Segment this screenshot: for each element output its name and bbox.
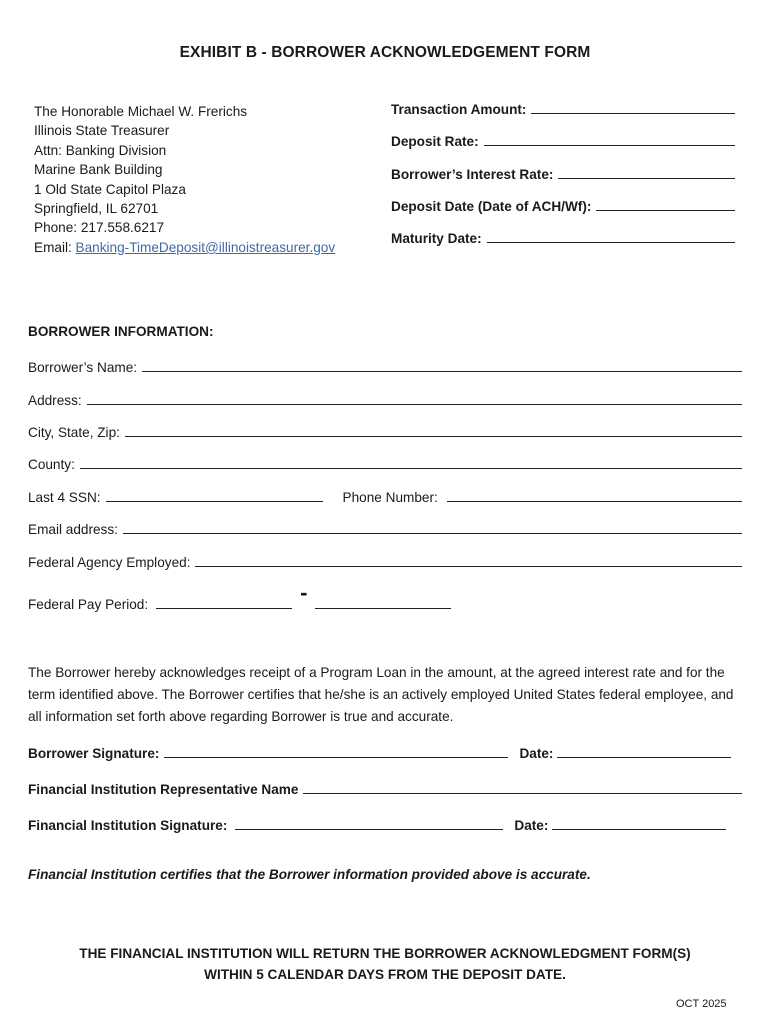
ssn-line[interactable] [106, 501, 323, 502]
borrower-address-field[interactable] [28, 393, 742, 408]
federal-agency-line[interactable] [195, 566, 742, 567]
federal-agency-field[interactable] [28, 555, 742, 570]
transaction-amount-line[interactable] [531, 113, 735, 114]
fi-rep-name-line[interactable] [303, 793, 742, 794]
address-line: Illinois State Treasurer [34, 123, 170, 139]
transaction-amount-field[interactable] [391, 102, 735, 117]
borrower-date-label: Date: [519, 746, 554, 761]
fi-signature-label: Financial Institution Signature: [28, 818, 228, 833]
acknowledgement-text: The Borrower hereby acknowledges receipt of a Program Loan in the amount, at the agreed interest rate and for the term identified above. The Borrower certifies that he/she is an actively employed United States federal employee, and all information set forth above regarding Borrower is true and accurate. [28, 665, 734, 724]
fi-rep-name-label: Financial Institution Representative Name [28, 782, 299, 797]
address-phone: Phone: 217.558.6217 [34, 220, 165, 236]
interest-rate-field[interactable] [391, 167, 735, 182]
certification-statement: Financial Institution certifies that the Borrower information provided above is accurate. [28, 867, 591, 882]
address-line: Springfield, IL 62701 [34, 201, 159, 217]
city-state-zip-field[interactable] [28, 425, 742, 440]
email-label: Email: [34, 239, 76, 255]
fi-date-line[interactable] [552, 829, 726, 830]
borrower-info-heading: BORROWER INFORMATION: [28, 324, 214, 339]
borrower-date-line[interactable] [557, 757, 731, 758]
deposit-date-field[interactable] [391, 199, 735, 214]
ssn-phone-row [28, 490, 742, 505]
treasurer-address [34, 102, 335, 257]
transaction-amount-label: Transaction Amount: [391, 102, 527, 117]
ssn-label: Last 4 SSN: [28, 490, 101, 505]
borrower-signature-line[interactable] [164, 757, 508, 758]
return-notice-line: THE FINANCIAL INSTITUTION WILL RETURN THE BORROWER ACKNOWLEDGMENT FORM(S) [79, 946, 691, 961]
phone-number-line[interactable] [447, 501, 742, 502]
borrower-signature-row [28, 746, 731, 761]
deposit-date-line[interactable] [596, 210, 735, 211]
borrower-email-field[interactable] [28, 522, 742, 537]
phone-number-label: Phone Number: [342, 490, 438, 505]
deposit-rate-label: Deposit Rate: [391, 134, 479, 149]
pay-period-end-line[interactable] [315, 608, 451, 609]
address-email-row [34, 238, 335, 257]
return-notice [0, 943, 770, 985]
address-line: 1 Old State Capitol Plaza [34, 181, 186, 197]
borrower-signature-label: Borrower Signature: [28, 746, 160, 761]
city-state-zip-label: City, State, Zip: [28, 425, 120, 440]
pay-period-start-line[interactable] [156, 608, 292, 609]
pay-period-row [28, 580, 468, 612]
borrower-address-label: Address: [28, 393, 82, 408]
borrower-email-label: Email address: [28, 522, 118, 537]
interest-rate-line[interactable] [558, 178, 735, 179]
county-label: County: [28, 457, 75, 472]
deposit-date-label: Deposit Date (Date of ACH/Wf): [391, 199, 592, 214]
city-state-zip-line[interactable] [125, 436, 742, 437]
fi-signature-row [28, 818, 726, 833]
maturity-date-line[interactable] [487, 242, 735, 243]
pay-period-separator: - [300, 580, 308, 605]
address-line: Attn: Banking Division [34, 142, 167, 158]
page-title: EXHIBIT B - BORROWER ACKNOWLEDGEMENT FORM [179, 44, 591, 61]
maturity-date-label: Maturity Date: [391, 231, 482, 246]
address-line: Marine Bank Building [34, 162, 163, 178]
deposit-rate-line[interactable] [484, 145, 735, 146]
deposit-rate-field[interactable] [391, 134, 735, 149]
county-field[interactable] [28, 457, 742, 472]
maturity-date-field[interactable] [391, 231, 735, 246]
fi-date-label: Date: [514, 818, 549, 833]
fi-signature-line[interactable] [235, 829, 503, 830]
county-line[interactable] [80, 468, 742, 469]
email-link[interactable]: Banking-TimeDeposit@illinoistreasurer.gov [75, 239, 336, 255]
fi-rep-name-row[interactable] [28, 782, 742, 797]
pay-period-label: Federal Pay Period: [28, 597, 149, 612]
borrower-name-line[interactable] [142, 371, 742, 372]
address-line: The Honorable Michael W. Frerichs [34, 104, 248, 119]
revision-date: OCT 2025 [676, 998, 727, 1010]
borrower-address-line[interactable] [87, 404, 742, 405]
federal-agency-label: Federal Agency Employed: [28, 555, 191, 570]
borrower-email-line[interactable] [123, 533, 742, 534]
return-notice-line: WITHIN 5 CALENDAR DAYS FROM THE DEPOSIT DATE. [204, 967, 566, 982]
interest-rate-label: Borrower’s Interest Rate: [391, 167, 554, 182]
borrower-name-label: Borrower’s Name: [28, 360, 138, 375]
borrower-name-field[interactable] [28, 360, 742, 375]
